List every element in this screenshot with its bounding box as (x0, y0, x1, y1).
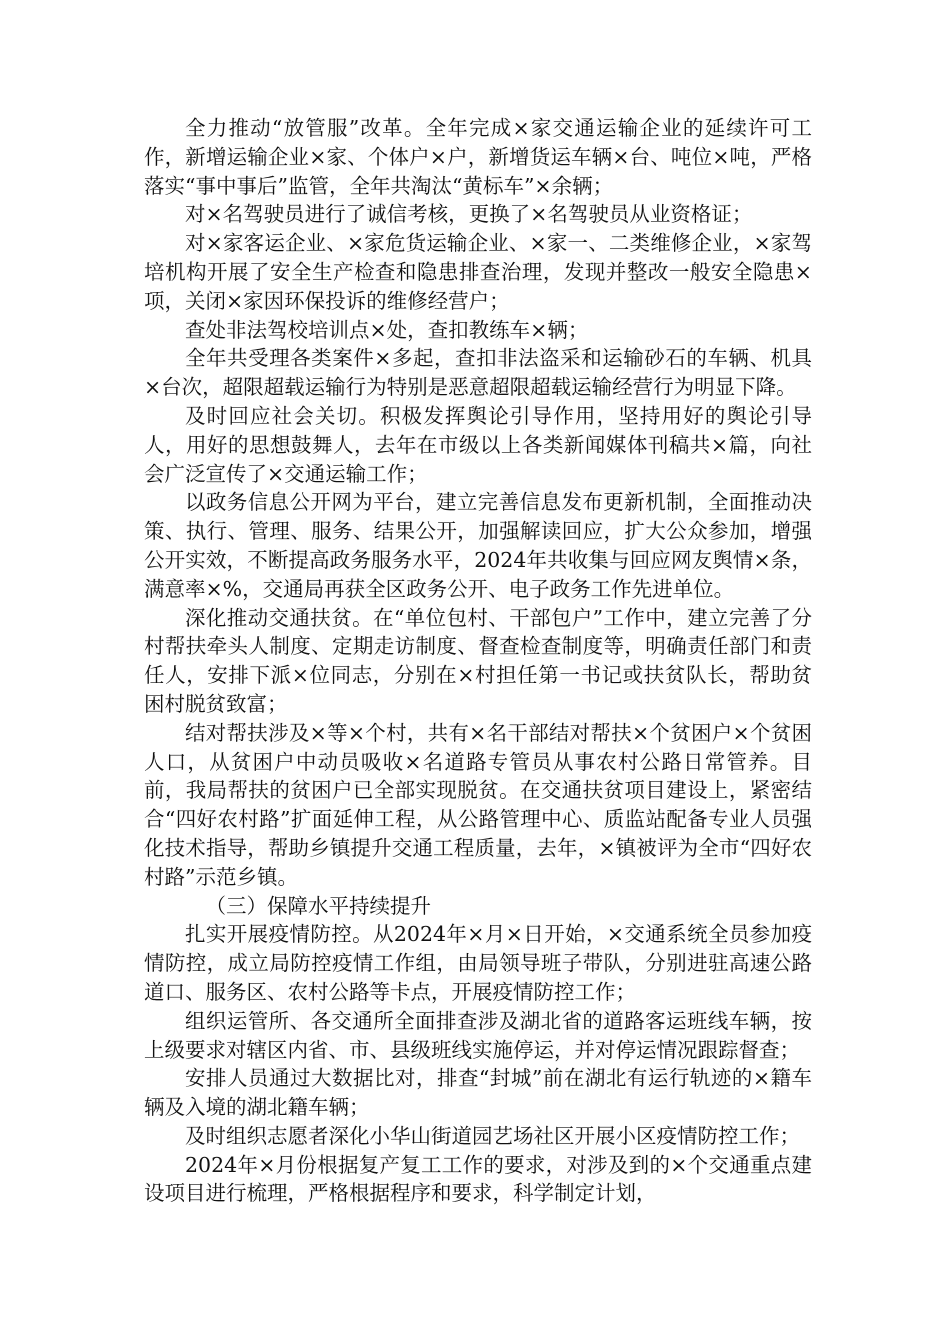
paragraph-volunteers: 及时组织志愿者深化小华山街道园艺场社区开展小区疫情防控工作； (185, 1123, 800, 1148)
paragraph-poverty-alleviation: 深化推动交通扶贫。在“单位包村、干部包户”工作中，建立完善了分村帮扶牵头人制度、定期走访制度、督查检查制度等，明确责任部门和责任人，安排下派×位同志，分别在×村担任第一书记或扶贫队长，帮助贫困村脱贫致富； (144, 605, 812, 716)
paragraph-driver-credit: 对×名驾驶员进行了诚信考核，更换了×名驾驶员从业资格证； (185, 202, 753, 227)
paragraph-resume-work: 2024年×月份根据复产复工工作的要求，对涉及到的×个交通重点建设项目进行梳理，严格根据程序和要求，科学制定计划， (144, 1152, 812, 1206)
document-body (144, 114, 812, 1208)
paragraph-epidemic-control: 扎实开展疫情防控。从2024年×月×日开始，×交通系统全员参加疫情防控，成立局防控疫情工作组，由局领导班子带队，分别进驻高速公路道口、服务区、农村公路等卡点，开展疫情防控工作； (144, 922, 812, 1004)
paragraph-reform: 全力推动“放管服”改革。全年完成×家交通运输企业的延续许可工作，新增运输企业×家、个体户×户，新增货运车辆×台、吨位×吨，严格落实“事中事后”监管，全年共淘汰“黄标车”×余辆； (144, 116, 812, 198)
paragraph-paired-assistance: 结对帮扶涉及×等×个村，共有×名干部结对帮扶×个贫困户×个贫困人口，从贫困户中动员吸收×名道路专管员从事农村公路日常管养。目前，我局帮扶的贫困户已全部实现脱贫。在交通扶贫项目建设上，紧密结合“四好农村路”扩面延伸工程，从公路管理中心、质监站配备专业人员强化技术指导，帮助乡镇提升交通工程质量，去年，×镇被评为全市“四好农村路”示范乡镇。 (144, 720, 812, 889)
paragraph-government-info: 以政务信息公开网为平台，建立完善信息发布更新机制，全面推动决策、执行、管理、服务、结果公开，加强解读回应，扩大公众参加，增强公开实效，不断提高政务服务水平，2024年共收集与回应网友舆情×条，满意率×%，交通局再获全区政务公开、电子政务工作先进单位。 (144, 490, 812, 601)
section-heading: （三）保障水平持续提升 (205, 893, 431, 918)
paragraph-safety-inspection: 对×家客运企业、×家危货运输企业、×家一、二类维修企业，×家驾培机构开展了安全生产检查和隐患排查治理，发现并整改一般安全隐患×项，关闭×家因环保投诉的维修经营户； (144, 231, 812, 313)
paragraph-cases: 全年共受理各类案件×多起，查扣非法盗采和运输砂石的车辆、机具×台次，超限超载运输行为特别是恶意超限超载运输经营行为明显下降。 (144, 346, 812, 400)
paragraph-big-data: 安排人员通过大数据比对，排查“封城”前在湖北有运行轨迹的×籍车辆及入境的湖北籍车辆； (144, 1066, 812, 1120)
paragraph-public-opinion: 及时回应社会关切。积极发挥舆论引导作用，坚持用好的舆论引导人，用好的思想鼓舞人，去年在市级以上各类新闻媒体刊稿共×篇，向社会广泛宣传了×交通运输工作； (144, 403, 812, 486)
paragraph-illegal-driving-school: 查处非法驾校培训点×处，查扣教练车×辆； (185, 317, 589, 342)
paragraph-bus-lines: 组织运管所、各交通所全面排查涉及湖北省的道路客运班线车辆，按上级要求对辖区内省、市、县级班线实施停运，并对停运情况跟踪督查； (144, 1008, 812, 1062)
